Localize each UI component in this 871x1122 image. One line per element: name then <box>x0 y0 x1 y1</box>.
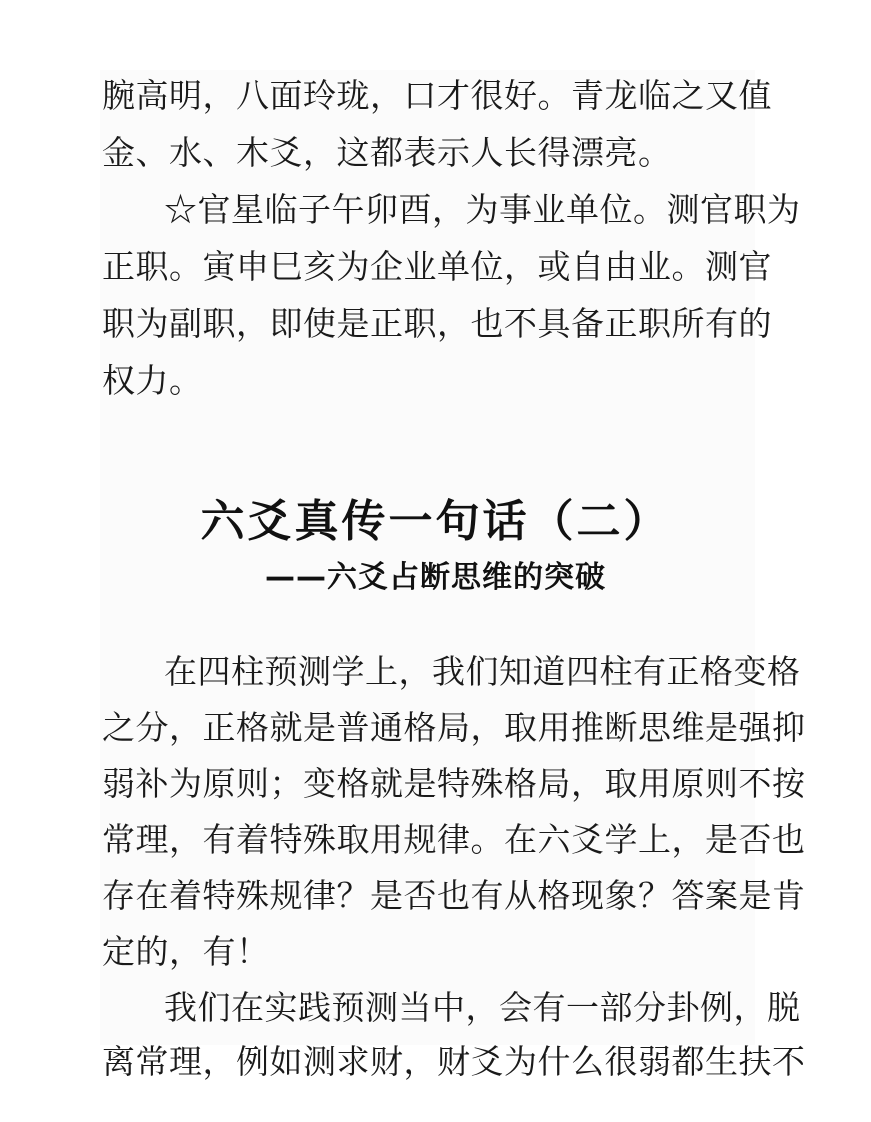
paragraph-line: 离常理，例如测求财，财爻为什么很弱都生扶不 <box>102 1042 806 1081</box>
article-subtitle: ——六爻占断思维的突破 <box>265 560 606 595</box>
paragraph-line: 腕高明，八面玲珑，口才很好。青龙临之又值 <box>102 76 772 115</box>
paragraph-line: 权力。 <box>102 361 203 400</box>
paragraph-line: 存在着特殊规律？是否也有从格现象？答案是肯 <box>102 876 806 915</box>
paragraph-line: 在四柱预测学上，我们知道四柱有正格变格 <box>164 652 801 691</box>
paragraph-line: 弱补为原则；变格就是特殊格局，取用原则不按 <box>102 764 806 803</box>
paragraph-line: 定的，有！ <box>102 932 270 971</box>
article-title: 六爻真传一句话（二） <box>200 496 671 547</box>
paragraph-line: 常理，有着特殊取用规律。在六爻学上，是否也 <box>102 820 806 859</box>
paragraph-line: 职为副职，即使是正职，也不具备正职所有的 <box>102 304 772 343</box>
paragraph-line: 金、水、木爻，这都表示人长得漂亮。 <box>102 133 672 172</box>
paragraph-line: 之分，正格就是普通格局，取用推断思维是强抑 <box>102 708 806 747</box>
paragraph-line: ☆官星临子午卯酉，为事业单位。测官职为 <box>164 190 801 229</box>
paragraph-line: 正职。寅申巳亥为企业单位，或自由业。测官 <box>102 247 772 286</box>
paragraph-line: 我们在实践预测当中，会有一部分卦例，脱 <box>164 988 801 1027</box>
